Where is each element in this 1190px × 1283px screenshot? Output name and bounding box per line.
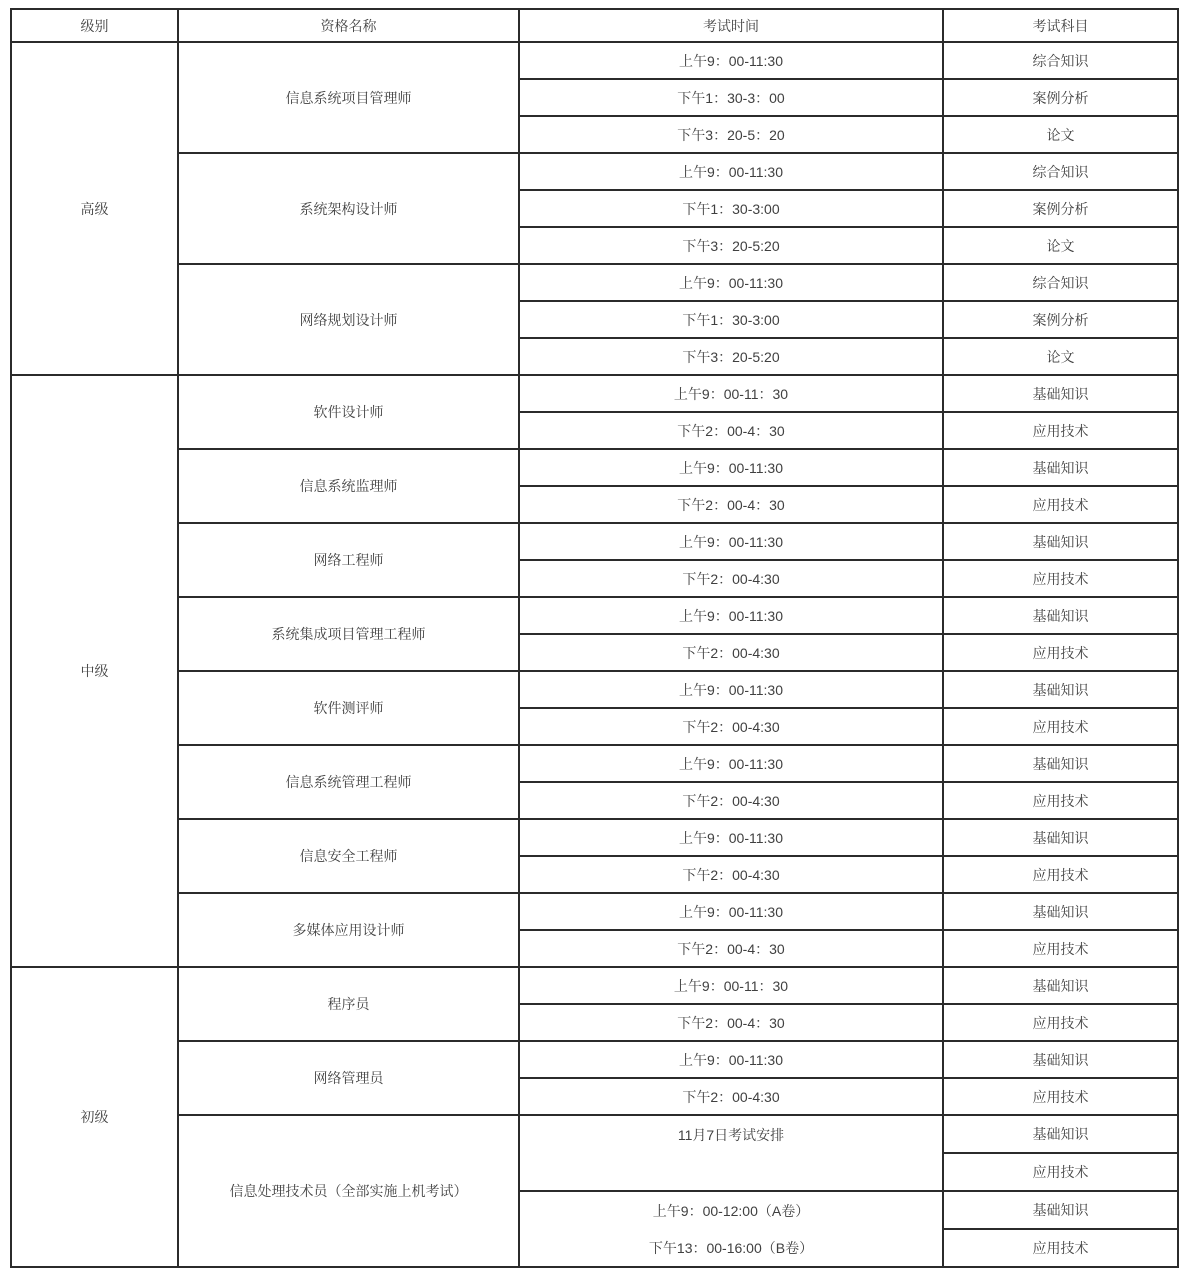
time-cell: 上午9：00-11:30 [519, 745, 943, 782]
time-cell: 下午2：00-4：30 [519, 412, 943, 449]
subject-cell: 论文 [943, 116, 1178, 153]
qualification-cell: 网络工程师 [178, 523, 519, 597]
time-cell: 下午2：00-4:30 [519, 708, 943, 745]
qualification-cell: 软件测评师 [178, 671, 519, 745]
subject-cell: 应用技术 [943, 560, 1178, 597]
table-row [11, 893, 1178, 930]
subject-cell: 论文 [943, 338, 1178, 375]
level-cell: 高级 [11, 42, 178, 375]
time-cell: 下午3：20-5:20 [519, 338, 943, 375]
column-header-name: 资格名称 [178, 9, 519, 42]
time-cell: 下午1：30-3：00 [519, 79, 943, 116]
column-header-subject: 考试科目 [943, 9, 1178, 42]
table-row [11, 153, 1178, 190]
time-cell: 上午9：00-11:30 [519, 597, 943, 634]
time-cell: 上午9：00-11:30 [519, 893, 943, 930]
column-header-time: 考试时间 [519, 9, 943, 42]
time-cell: 上午9：00-11:30 [519, 264, 943, 301]
time-cell: 上午9：00-11:30 [519, 153, 943, 190]
table-row [11, 1115, 1178, 1153]
time-cell: 下午1：30-3:00 [519, 190, 943, 227]
time-cell: 上午9：00-11:30 [519, 42, 943, 79]
qualification-cell: 系统架构设计师 [178, 153, 519, 264]
subject-cell: 应用技术 [943, 1004, 1178, 1041]
time-lines [524, 1192, 938, 1266]
table-row [11, 375, 1178, 412]
qualification-cell: 软件设计师 [178, 375, 519, 449]
subject-cell: 案例分析 [943, 190, 1178, 227]
subject-cell: 应用技术 [943, 1229, 1178, 1267]
subject-cell: 综合知识 [943, 153, 1178, 190]
time-cell: 上午9：00-11:30 [519, 523, 943, 560]
subject-cell: 基础知识 [943, 745, 1178, 782]
subject-cell: 应用技术 [943, 1078, 1178, 1115]
time-cell-split [519, 1191, 943, 1267]
time-cell-split [519, 1115, 943, 1191]
time-cell: 下午2：00-4：30 [519, 930, 943, 967]
subject-cell: 案例分析 [943, 79, 1178, 116]
qualification-cell: 系统集成项目管理工程师 [178, 597, 519, 671]
qualification-cell: 信息系统项目管理师 [178, 42, 519, 153]
subject-cell: 应用技术 [943, 930, 1178, 967]
time-cell: 下午3：20-5：20 [519, 116, 943, 153]
time-line [524, 1153, 938, 1190]
qualification-cell: 信息安全工程师 [178, 819, 519, 893]
time-cell: 下午2：00-4:30 [519, 560, 943, 597]
table-row [11, 967, 1178, 1004]
header-row [11, 9, 1178, 42]
qualification-cell: 网络规划设计师 [178, 264, 519, 375]
time-cell: 下午2：00-4:30 [519, 634, 943, 671]
time-cell: 下午3：20-5:20 [519, 227, 943, 264]
exam-table-body [11, 42, 1178, 1267]
subject-cell: 应用技术 [943, 634, 1178, 671]
table-row [11, 1041, 1178, 1078]
subject-cell: 应用技术 [943, 782, 1178, 819]
subject-cell: 基础知识 [943, 375, 1178, 412]
qualification-cell: 信息系统管理工程师 [178, 745, 519, 819]
subject-cell: 综合知识 [943, 42, 1178, 79]
qualification-cell: 网络管理员 [178, 1041, 519, 1115]
qualification-cell: 程序员 [178, 967, 519, 1041]
subject-cell: 基础知识 [943, 1041, 1178, 1078]
table-row [11, 42, 1178, 79]
time-cell: 下午2：00-4:30 [519, 856, 943, 893]
qualification-cell: 信息系统监理师 [178, 449, 519, 523]
subject-cell: 综合知识 [943, 264, 1178, 301]
table-row [11, 819, 1178, 856]
subject-cell: 基础知识 [943, 893, 1178, 930]
column-header-level: 级别 [11, 9, 178, 42]
subject-cell: 应用技术 [943, 1153, 1178, 1191]
time-lines [524, 1116, 938, 1190]
subject-cell: 基础知识 [943, 819, 1178, 856]
time-line: 上午9：00-12:00（A卷） [652, 1202, 810, 1219]
table-row [11, 449, 1178, 486]
table-row [11, 597, 1178, 634]
qualification-cell: 多媒体应用设计师 [178, 893, 519, 967]
subject-cell: 基础知识 [943, 1191, 1178, 1229]
exam-schedule-table [10, 8, 1179, 1268]
time-line: 11月7日考试安排 [677, 1126, 785, 1143]
qualification-cell: 信息处理技术员（全部实施上机考试） [178, 1115, 519, 1267]
subject-cell: 基础知识 [943, 671, 1178, 708]
subject-cell: 论文 [943, 227, 1178, 264]
time-cell: 下午2：00-4:30 [519, 782, 943, 819]
table-row [11, 745, 1178, 782]
time-cell: 下午2：00-4:30 [519, 1078, 943, 1115]
time-cell: 下午2：00-4：30 [519, 486, 943, 523]
subject-cell: 应用技术 [943, 856, 1178, 893]
subject-cell: 基础知识 [943, 1115, 1178, 1153]
subject-cell: 基础知识 [943, 967, 1178, 1004]
time-cell: 上午9：00-11：30 [519, 967, 943, 1004]
subject-cell: 案例分析 [943, 301, 1178, 338]
time-cell: 上午9：00-11:30 [519, 671, 943, 708]
subject-cell: 应用技术 [943, 486, 1178, 523]
level-cell: 初级 [11, 967, 178, 1267]
time-line: 下午13：00-16:00（B卷） [648, 1239, 814, 1256]
subject-cell: 基础知识 [943, 597, 1178, 634]
subject-cell: 基础知识 [943, 523, 1178, 560]
table-row [11, 264, 1178, 301]
subject-cell: 应用技术 [943, 412, 1178, 449]
level-cell: 中级 [11, 375, 178, 967]
time-cell: 上午9：00-11:30 [519, 1041, 943, 1078]
table-header [11, 9, 1178, 42]
time-cell: 下午1：30-3:00 [519, 301, 943, 338]
subject-cell: 应用技术 [943, 708, 1178, 745]
time-cell: 上午9：00-11:30 [519, 449, 943, 486]
time-cell: 上午9：00-11：30 [519, 375, 943, 412]
table-row [11, 671, 1178, 708]
time-cell: 上午9：00-11:30 [519, 819, 943, 856]
table-row [11, 523, 1178, 560]
time-cell: 下午2：00-4：30 [519, 1004, 943, 1041]
subject-cell: 基础知识 [943, 449, 1178, 486]
